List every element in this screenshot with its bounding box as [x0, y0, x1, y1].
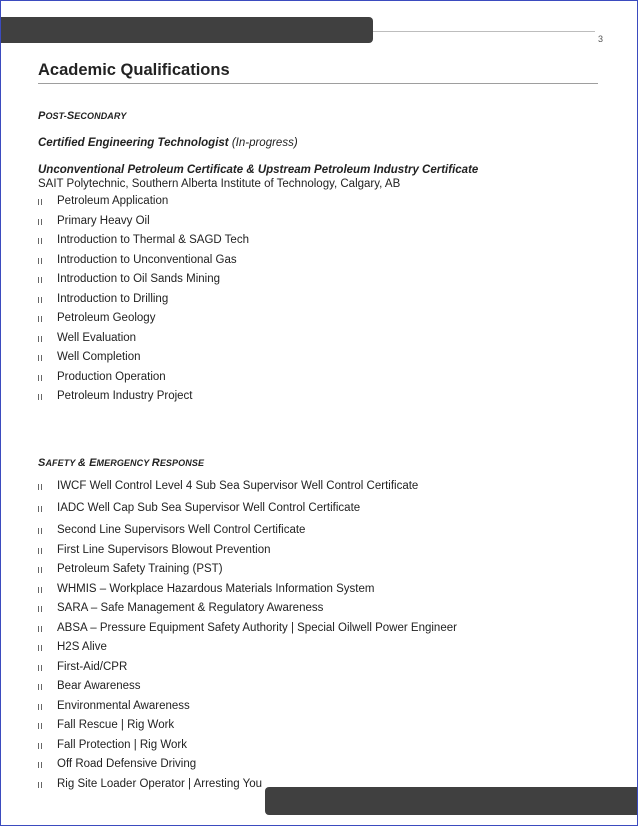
heading-letter: S: [38, 456, 46, 469]
list-item: [38, 309, 598, 329]
list-item-text: Production Operation: [57, 370, 166, 383]
list-item-text: Off Road Defensive Driving: [57, 758, 197, 770]
list-item-text: Fall Rescue | Rig Work: [57, 719, 175, 731]
list-item: [38, 212, 598, 232]
content-area: [38, 59, 598, 794]
list-item-text: Fall Protection | Rig Work: [57, 738, 187, 751]
bullet-icon: [38, 394, 42, 400]
list-item: [38, 619, 598, 639]
bullet-icon: [38, 336, 42, 342]
list-item-text: Bear Awareness: [57, 680, 141, 692]
heading-text: OST: [45, 111, 64, 121]
heading-letter: S: [66, 110, 75, 122]
heading-text: ECONDARY: [74, 111, 127, 121]
list-item-text: Introduction to Oil Sands Mining: [57, 273, 221, 285]
list-item-text: First Line Supervisors Blowout Prevention: [57, 543, 271, 556]
safety-heading: [38, 457, 598, 469]
bullet-icon: [38, 665, 42, 671]
list-item-text: ABSA – Pressure Equipment Safety Authority | Special Oilwell Power Engineer: [57, 621, 457, 634]
footer-bar: [265, 787, 637, 815]
certification-title: Certified Engineering Technologist: [38, 137, 229, 149]
list-item: [38, 599, 598, 619]
list-item-text: Second Line Supervisors Well Control Certificate: [57, 523, 306, 536]
list-item-text: Well Completion: [57, 351, 141, 363]
list-item-text: Petroleum Safety Training (PST): [57, 563, 223, 575]
bullet-icon: [38, 238, 42, 244]
header-bar: [1, 17, 373, 43]
list-item-text: Introduction to Unconventional Gas: [57, 253, 237, 266]
list-item: [38, 697, 598, 717]
bullet-icon: [38, 484, 42, 490]
bullet-icon: [38, 567, 42, 573]
list-item: [38, 290, 598, 310]
list-item-text: WHMIS – Workplace Hazardous Materials Information System: [57, 582, 375, 595]
list-item: [38, 475, 598, 497]
list-item-text: Petroleum Industry Project: [57, 390, 193, 402]
heading-letter: R: [151, 456, 160, 469]
list-item: [38, 519, 598, 541]
list-item-text: IWCF Well Control Level 4 Sub Sea Supervisor Well Control Certificate: [57, 479, 419, 492]
bullet-icon: [38, 762, 42, 768]
heading-text: AFETY: [45, 457, 78, 468]
list-item: [38, 497, 598, 519]
list-item: [38, 270, 598, 290]
heading-letter: E: [89, 456, 97, 469]
heading-letter: P: [38, 110, 46, 122]
bullet-icon: [38, 782, 42, 788]
list-item-text: Petroleum Geology: [57, 312, 156, 324]
bullet-icon: [38, 704, 42, 710]
list-item-text: Well Evaluation: [57, 331, 137, 344]
list-item-text: First-Aid/CPR: [57, 660, 128, 673]
bullet-icon: [38, 219, 42, 225]
list-item-text: SARA – Safe Management & Regulatory Awareness: [57, 602, 324, 614]
bullet-icon: [38, 199, 42, 205]
header-rule: [373, 31, 595, 32]
list-item-text: Petroleum Application: [57, 195, 169, 207]
list-item: [38, 387, 598, 407]
certification-line: [38, 137, 598, 149]
bullet-icon: [38, 528, 42, 534]
page-number: 3: [597, 34, 603, 44]
list-item: [38, 231, 598, 251]
program-title: Unconventional Petroleum Certificate & Upstream Petroleum Industry Certificate: [38, 164, 479, 176]
bullet-icon: [38, 743, 42, 749]
bullet-icon: [38, 297, 42, 303]
bullet-icon: [38, 316, 42, 322]
heading-text: -: [63, 111, 67, 121]
list-item: [38, 716, 598, 736]
list-item-text: H2S Alive: [57, 641, 107, 653]
bullet-icon: [38, 723, 42, 729]
bullet-icon: [38, 375, 42, 381]
list-item: [38, 580, 598, 600]
list-item-text: Rig Site Loader Operator | Arresting You: [57, 777, 263, 790]
heading-text: &: [77, 456, 90, 469]
list-item: [38, 677, 598, 697]
heading-text: ESPONSE: [159, 457, 205, 468]
list-item: [38, 658, 598, 678]
list-item: [38, 541, 598, 561]
institution: SAIT Polytechnic, Southern Alberta Institute of Technology, Calgary, AB: [38, 178, 401, 190]
list-item: [38, 755, 598, 775]
course-list: [38, 192, 598, 407]
bullet-icon: [38, 548, 42, 554]
bullet-icon: [38, 684, 42, 690]
list-item: [38, 192, 598, 212]
bullet-icon: [38, 645, 42, 651]
list-item-text: IADC Well Cap Sub Sea Supervisor Well Control Certificate: [57, 501, 361, 514]
list-item: [38, 348, 598, 368]
list-item: [38, 329, 598, 349]
list-item-text: Introduction to Thermal & SAGD Tech: [57, 234, 249, 246]
bullet-icon: [38, 506, 42, 512]
bullet-icon: [38, 258, 42, 264]
list-item-text: Primary Heavy Oil: [57, 214, 150, 227]
list-item: [38, 251, 598, 271]
list-item: [38, 638, 598, 658]
bullet-icon: [38, 606, 42, 612]
bullet-icon: [38, 587, 42, 593]
list-item: [38, 368, 598, 388]
bullet-icon: [38, 626, 42, 632]
list-item-text: Introduction to Drilling: [57, 292, 169, 305]
bullet-icon: [38, 355, 42, 361]
safety-certification-list: [38, 475, 598, 795]
certification-status: (In-progress): [231, 137, 298, 149]
list-item: [38, 560, 598, 580]
list-item: [38, 736, 598, 756]
post-secondary-heading: [38, 110, 598, 122]
heading-text: MERGENCY: [96, 457, 152, 468]
section-title: Academic Qualifications: [38, 59, 598, 84]
list-item-text: Environmental Awareness: [57, 699, 190, 712]
bullet-icon: [38, 277, 42, 283]
